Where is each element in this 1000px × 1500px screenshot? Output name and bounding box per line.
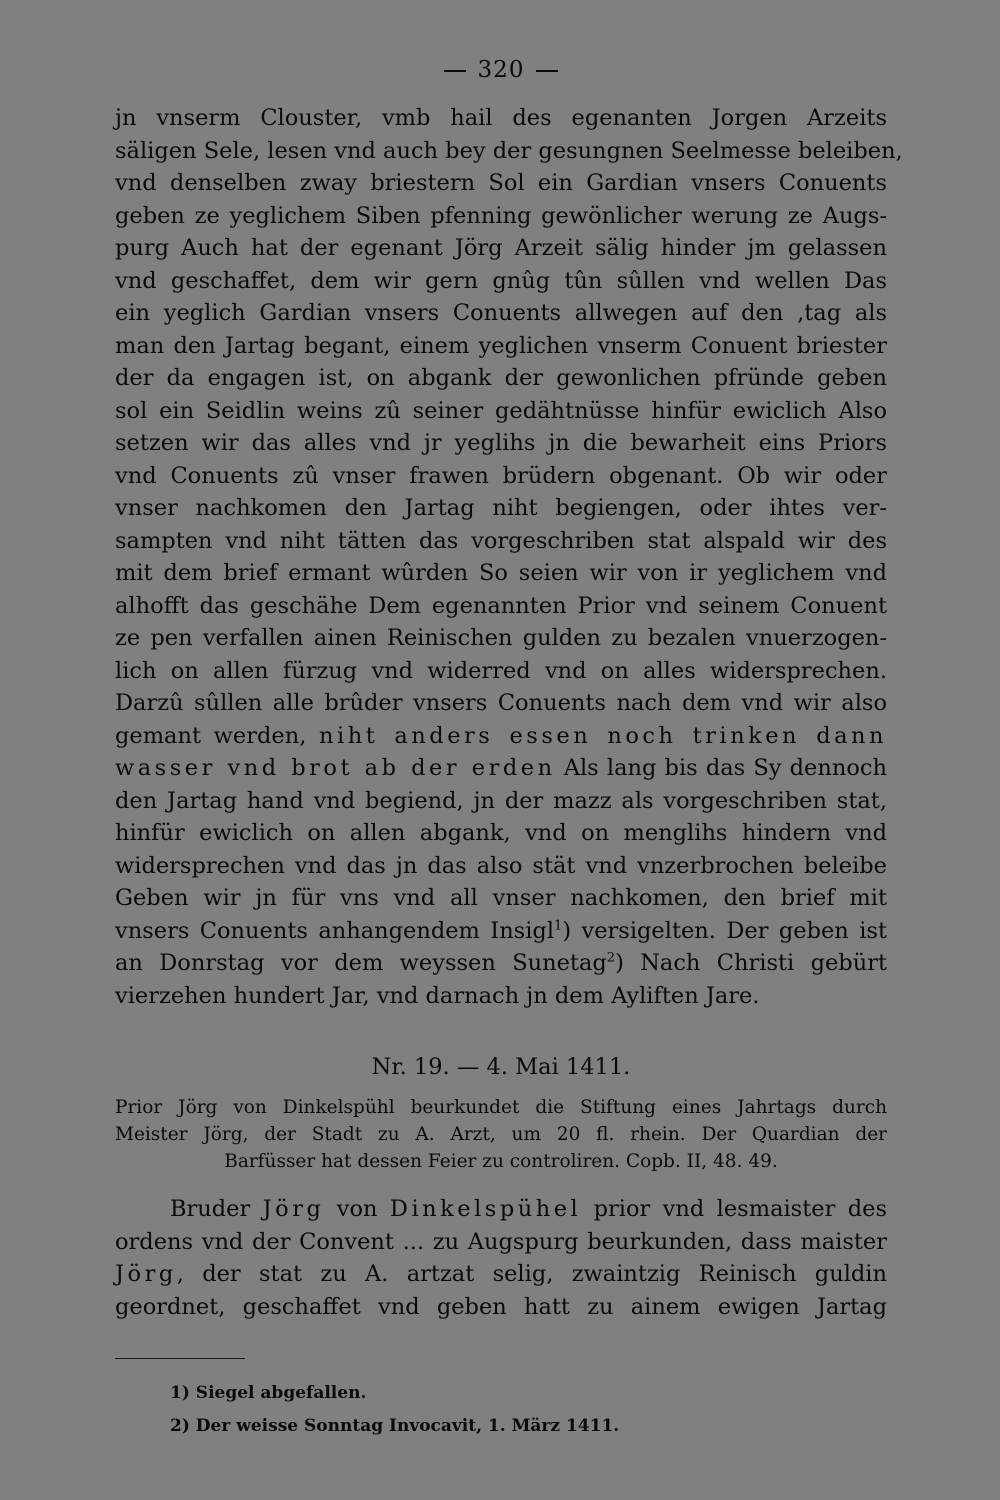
text-line: widersprechen vnd das jn das also stät vnd vnzerbrochen beleibe bbox=[115, 852, 887, 879]
text-line: ze pen verfallen ainen Reinischen gulden zu bezalen vnuerzogen- bbox=[115, 625, 887, 651]
footnote: 1) Siegel abgefallen. bbox=[170, 1383, 367, 1403]
text-line: vnd geschaffet, dem wir gern gnûg tûn sûllen vnd wellen Das bbox=[115, 267, 887, 294]
emphasized-text: niht anders essen noch trinken dann bbox=[319, 722, 888, 749]
document-text bbox=[115, 1193, 887, 1323]
text-line: geordnet, geschaffet vnd geben hatt zu ainem ewigen Jartag bbox=[115, 1293, 887, 1320]
regest-line: Prior Jörg von Dinkelspühl beurkundet die Stiftung eines Jahrtags durch bbox=[115, 1097, 887, 1118]
text-line: ein yeglich Gardian vnsers Conuents allwegen auf den ,tag als bbox=[115, 300, 887, 326]
text-line: hinfür ewiclich on allen abgank, vnd on menglihs hindern vnd bbox=[115, 820, 887, 846]
footnotes bbox=[170, 1377, 619, 1443]
regest-line: Barfüsser hat dessen Feier zu controliren. Copb. II, 48. 49. bbox=[224, 1151, 778, 1172]
text-line: Darzû sûllen alle brûder vnsers Conuents nach dem vnd wir also bbox=[115, 690, 887, 716]
text-line: vnd Conuents zû vnser frawen brüdern obgenant. Ob wir oder bbox=[115, 462, 887, 489]
text-fragment: an Donrstag vor dem weyssen Sunetag bbox=[115, 950, 607, 976]
text-line: sol ein Seidlin weins zû seiner gedähtnüsse hinfür ewiclich Also bbox=[115, 397, 887, 424]
text-line: der da engagen ist, on abgank der gewonlichen pfründe geben bbox=[115, 365, 887, 391]
text-line: alhofft das geschähe Dem egenannten Prior vnd seinem Conuent bbox=[115, 592, 887, 619]
text-line: man den Jartag begant, einem yeglichen vnserm Conuent briester bbox=[115, 332, 887, 359]
text-fragment: ) versigelten. Der geben ist bbox=[562, 917, 887, 944]
text-fragment: ) Nach Christi gebürt bbox=[615, 950, 887, 976]
page-number-text: 320 bbox=[477, 57, 525, 83]
text-line bbox=[115, 1258, 887, 1291]
text-line: purg Auch hat der egenant Jörg Arzeit sälig hinder jm gelassen bbox=[115, 235, 887, 261]
text-line bbox=[115, 1193, 887, 1226]
text-line: geben ze yeglichem Siben pfenning gewönlicher werung ze Augs- bbox=[115, 202, 887, 229]
emphasized-text: Jörg bbox=[115, 1261, 177, 1287]
text-line: vierzehen hundert Jar, vnd darnach jn dem Ayliften Jare. bbox=[115, 982, 760, 1009]
text-fragment: von bbox=[324, 1196, 390, 1222]
text-line: vnd denselben zway briestern Sol ein Gardian vnsers Conuents bbox=[115, 170, 887, 196]
text-line: setzen wir das alles vnd jr yeglihs jn die bewarheit eins Priors bbox=[115, 430, 887, 456]
text-fragment: vnsers Conuents anhangendem Insigl bbox=[115, 917, 555, 944]
text-line: sampten vnd niht tätten das vorgeschriben stat alspald wir des bbox=[115, 527, 887, 554]
text-fragment: Als lang bis das Sy dennoch bbox=[555, 755, 887, 781]
text-fragment: gemant werden, bbox=[115, 722, 320, 749]
page bbox=[115, 52, 903, 1323]
text-line: säligen Sele, lesen vnd auch bey der gesungnen Seelmesse beleiben, bbox=[115, 137, 903, 164]
text-fragment: , der stat zu A. artzat selig, zwaintzig Reinisch guldin bbox=[176, 1261, 887, 1287]
text-fragment: prior vnd lesmaister des bbox=[581, 1196, 887, 1222]
page-number bbox=[115, 52, 887, 88]
text-line: mit dem brief ermant wûrden So seien wir von ir yeglichem vnd bbox=[115, 560, 887, 586]
charter-text bbox=[115, 102, 903, 1012]
footnote-ref: 2 bbox=[606, 950, 616, 966]
text-line bbox=[115, 947, 887, 980]
emphasized-text: Dinkelspühel bbox=[389, 1196, 582, 1222]
footnote: 2) Der weisse Sonntag Invocavit, 1. März 1411. bbox=[170, 1416, 620, 1436]
text-line: den Jartag hand vnd begiend, jn der mazz als vorgeschriben stat, bbox=[115, 787, 887, 814]
text-line-spaced bbox=[115, 720, 887, 753]
text-line-spaced bbox=[115, 752, 887, 785]
text-line: vnser nachkomen den Jartag niht begiengen, oder ihtes ver- bbox=[115, 495, 887, 521]
regest bbox=[115, 1094, 887, 1175]
footnote-divider bbox=[115, 1358, 245, 1359]
footnote-ref: 1 bbox=[554, 918, 563, 933]
text-line bbox=[115, 915, 887, 948]
text-line: Geben wir jn für vns vnd all vnser nachkomen, den brief mit bbox=[115, 885, 887, 911]
text-line: lich on allen fürzug vnd widerred vnd on alles widersprechen. bbox=[115, 657, 887, 684]
dash-left bbox=[444, 70, 466, 72]
text-line: ordens vnd der Convent ... zu Augspurg beurkunden, dass maister bbox=[115, 1228, 887, 1255]
text-line: jn vnserm Clouster, vmb hail des egenanten Jorgen Arzeits bbox=[115, 105, 887, 131]
emphasized-text: Jörg bbox=[262, 1196, 325, 1222]
document-heading: Nr. 19. — 4. Mai 1411. bbox=[371, 1054, 631, 1080]
dash-right bbox=[536, 70, 558, 72]
emphasized-text: wasser vnd brot ab der erden bbox=[115, 755, 556, 781]
text-fragment: Bruder bbox=[170, 1196, 263, 1222]
regest-line: Meister Jörg, der Stadt zu A. Arzt, um 20 fl. rhein. Der Quardian der bbox=[115, 1124, 887, 1145]
